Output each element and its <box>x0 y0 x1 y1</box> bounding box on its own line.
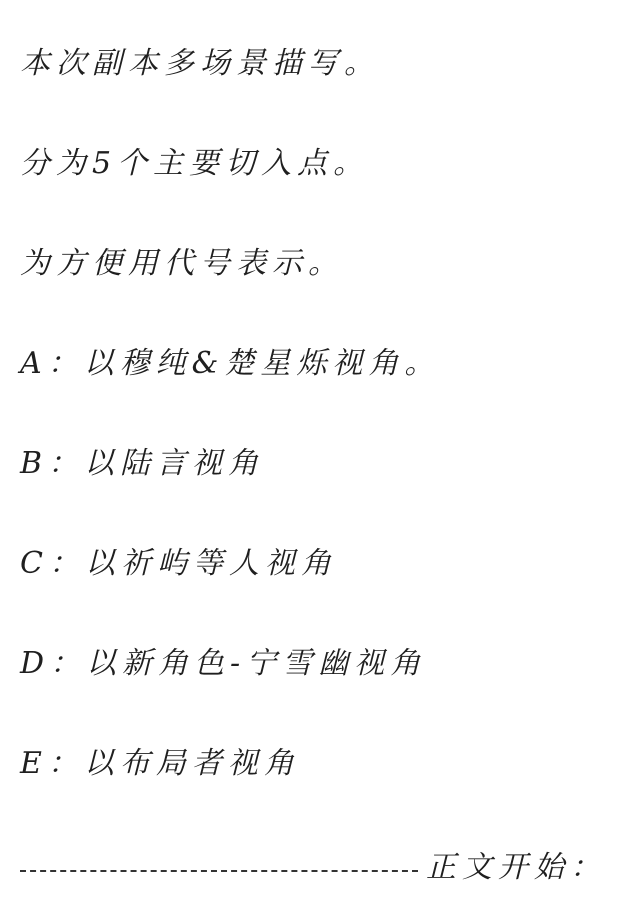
perspective-b: B：以陆言视角 <box>20 446 265 481</box>
perspective-e: E：以布局者视角 <box>20 746 300 781</box>
dashed-divider <box>20 870 418 872</box>
main-text-start-label: 正文开始： <box>426 850 606 885</box>
intro-line-five-perspectives: 分为5个主要切入点。 <box>20 146 370 181</box>
perspective-c: C：以祈屿等人视角 <box>20 546 337 581</box>
perspective-a: A：以穆纯&楚星烁视角。 <box>20 346 441 381</box>
main-text-separator <box>20 846 620 885</box>
intro-line-multi-scene: 本次副本多场景描写。 <box>20 46 380 81</box>
intro-line-codes: 为方便用代号表示。 <box>20 246 344 281</box>
perspective-d: D：以新角色-宁雪幽视角 <box>20 646 427 681</box>
